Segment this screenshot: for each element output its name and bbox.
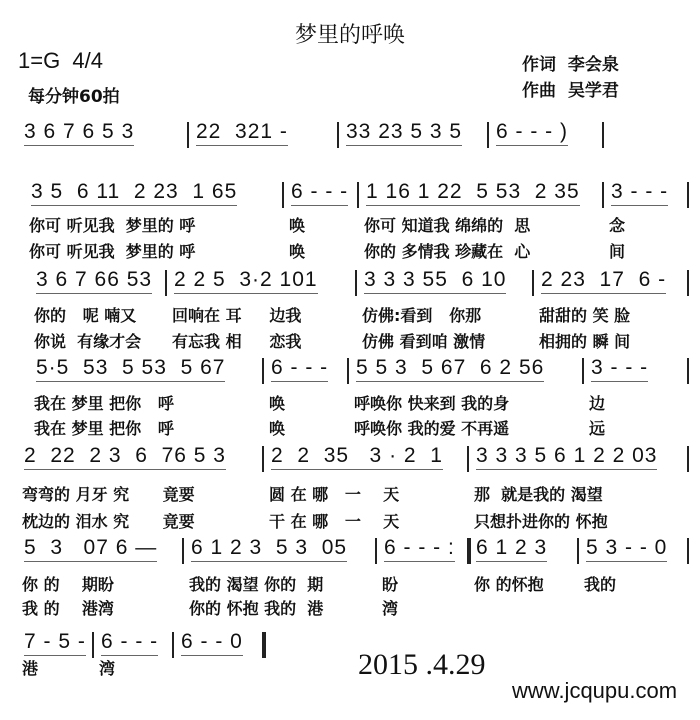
measure-notes: 6 - - - xyxy=(291,180,348,206)
score-system xyxy=(0,180,700,270)
measure-notes: 6 - - - ) xyxy=(496,120,568,146)
measure xyxy=(360,180,605,270)
measure-notes: 22 321 - xyxy=(196,120,288,146)
measure-notes: 3 5 6 11 2 23 1 65 xyxy=(31,180,237,206)
barline xyxy=(487,122,489,148)
measure-notes: 6 - - - : xyxy=(384,536,455,562)
barline xyxy=(582,358,584,384)
tempo-marking: 每分钟60拍 xyxy=(28,87,120,107)
measure xyxy=(30,268,168,358)
barline xyxy=(577,538,579,564)
measure-notes: 2 2 5 3·2 101 xyxy=(174,268,318,294)
score-system xyxy=(0,268,700,358)
measure xyxy=(18,630,95,720)
measure xyxy=(378,536,470,626)
barline xyxy=(357,182,359,208)
measure xyxy=(580,536,690,626)
lyric-verse-1: 盼 xyxy=(382,575,399,594)
lyric-verse-2: 你说 有缘才会 xyxy=(34,332,142,351)
barline xyxy=(187,122,189,148)
barline xyxy=(467,446,469,472)
measure-notes: 6 1 2 3 5 3 05 xyxy=(191,536,347,562)
barline xyxy=(282,182,284,208)
lyric-verse-2: 你的 怀抱 我的 港 xyxy=(189,599,324,618)
measure-notes: 3 6 7 6 5 3 xyxy=(24,120,134,146)
barline xyxy=(182,538,184,564)
measure-notes: 6 - - 0 xyxy=(181,630,243,656)
measure xyxy=(285,180,360,270)
lyric-verse-1: 你 的 期盼 xyxy=(22,575,114,594)
lyric-verse-1: 我的 xyxy=(584,575,617,594)
lyric-verse-2: 你可 听见我 梦里的 呼 xyxy=(29,242,196,261)
watermark: www.jcqupu.com xyxy=(512,678,678,703)
measure-notes: 5·5 53 5 53 5 67 xyxy=(36,356,225,382)
measure-notes: 5 3 - - 0 xyxy=(586,536,667,562)
lyric-verse-1: 你可 知道我 绵绵的 思 xyxy=(364,216,531,235)
measure-notes: 3 - - - xyxy=(591,356,648,382)
date: 2015 .4.29 xyxy=(358,648,486,681)
lyric-verse-1: 边 xyxy=(589,394,606,413)
barline xyxy=(687,270,689,296)
lyric-verse-1: 圆 在 哪 一 天 xyxy=(269,485,400,504)
lyric-verse-1: 港 xyxy=(22,659,39,678)
barline xyxy=(337,122,339,148)
measure xyxy=(25,180,285,270)
lyric-verse-2: 仿佛 看到咱 激情 xyxy=(362,332,486,351)
measure xyxy=(470,536,580,626)
lyric-verse-2: 我在 梦里 把你 呼 xyxy=(34,419,174,438)
measure xyxy=(185,536,378,626)
lyric-verse-1: 回响在 耳 边我 xyxy=(172,306,302,325)
composer-credit: 作曲 吴学君 xyxy=(522,81,619,101)
lyric-verse-2: 只想扑进你的 怀抱 xyxy=(474,512,608,531)
measure xyxy=(350,356,585,446)
score-system xyxy=(0,536,700,626)
measure xyxy=(585,356,690,446)
lyric-verse-2: 间 xyxy=(609,242,626,261)
lyric-verse-2: 枕边的 泪水 究 竟要 xyxy=(22,512,195,531)
lyric-verse-2: 远 xyxy=(589,419,606,438)
barline xyxy=(355,270,357,296)
barline xyxy=(172,632,174,658)
lyric-verse-2: 湾 xyxy=(382,599,399,618)
measure-notes: 3 3 3 55 6 10 xyxy=(364,268,506,294)
barline xyxy=(687,446,689,472)
measure xyxy=(18,444,265,534)
lyric-verse-1: 唤 xyxy=(289,216,306,235)
measure xyxy=(168,268,358,358)
measure-notes: 33 23 5 3 5 xyxy=(346,120,462,146)
lyric-verse-2: 有忘我 相 恋我 xyxy=(172,332,302,351)
barline xyxy=(602,122,604,148)
measure-notes: 6 - - - xyxy=(271,356,328,382)
barline xyxy=(532,270,534,296)
measure xyxy=(358,268,535,358)
score-system xyxy=(0,444,700,534)
lyric-verse-1: 湾 xyxy=(99,659,116,678)
score-system xyxy=(0,356,700,446)
barline xyxy=(165,270,167,296)
final-barline xyxy=(262,632,266,658)
lyric-verse-2: 你的 多情我 珍藏在 心 xyxy=(364,242,531,261)
measure xyxy=(265,444,470,534)
measure-notes: 1 16 1 22 5 53 2 35 xyxy=(366,180,580,206)
barline xyxy=(602,182,604,208)
lyric-verse-1: 甜甜的 笑 脸 xyxy=(539,306,631,325)
measure xyxy=(95,630,175,720)
lyricist-credit: 作词 李会泉 xyxy=(522,55,619,75)
barline xyxy=(687,358,689,384)
measure-notes: 6 - - - xyxy=(101,630,158,656)
lyric-verse-1: 念 xyxy=(609,216,626,235)
measure xyxy=(18,536,185,626)
barline xyxy=(262,446,264,472)
lyric-verse-1: 那 就是我的 渴望 xyxy=(474,485,603,504)
lyric-verse-1: 你可 听见我 梦里的 呼 xyxy=(29,216,196,235)
measure-notes: 3 3 3 5 6 1 2 2 03 xyxy=(476,444,657,470)
measure-notes: 3 6 7 66 53 xyxy=(36,268,152,294)
measure-notes: 5 5 3 5 67 6 2 56 xyxy=(356,356,544,382)
song-title: 梦里的呼唤 xyxy=(294,23,405,48)
key-signature: 1=G 4/4 xyxy=(18,48,104,73)
lyric-verse-1: 弯弯的 月牙 究 竟要 xyxy=(22,485,195,504)
lyric-verse-1: 你的 呢 喃又 xyxy=(34,306,137,325)
measure-notes: 5 3 07 6 — xyxy=(24,536,157,562)
lyric-verse-2: 我 的 港湾 xyxy=(22,599,114,618)
lyric-verse-2: 唤 xyxy=(269,419,286,438)
lyric-verse-1: 唤 xyxy=(269,394,286,413)
barline xyxy=(375,538,377,564)
measure-notes: 2 23 17 6 - xyxy=(541,268,666,294)
lyric-verse-1: 我在 梦里 把你 呼 xyxy=(34,394,174,413)
lyric-verse-2: 相拥的 瞬 间 xyxy=(539,332,631,351)
lyric-verse-2: 呼唤你 我的爱 不再遥 xyxy=(354,419,510,438)
barline xyxy=(92,632,94,658)
score-system xyxy=(0,630,700,720)
measure xyxy=(470,444,690,534)
measure xyxy=(175,630,265,720)
lyric-verse-1: 呼唤你 快来到 我的身 xyxy=(354,394,510,413)
measure-notes: 2 22 2 3 6 76 5 3 xyxy=(24,444,226,470)
measure-notes: 7 - 5 - xyxy=(24,630,86,656)
measure xyxy=(605,180,690,270)
lyric-verse-2: 干 在 哪 一 天 xyxy=(269,512,400,531)
lyric-verse-1: 你 的怀抱 xyxy=(474,575,544,594)
barline xyxy=(687,538,689,564)
measure-notes: 6 1 2 3 xyxy=(476,536,547,562)
lyric-verse-2: 唤 xyxy=(289,242,306,261)
measure-notes: 2 2 35 3 · 2 1 xyxy=(271,444,443,470)
measure xyxy=(265,356,350,446)
barline xyxy=(347,358,349,384)
barline xyxy=(687,182,689,208)
measure-notes: 3 - - - xyxy=(611,180,668,206)
barline xyxy=(262,358,264,384)
measure xyxy=(30,356,265,446)
measure xyxy=(535,268,690,358)
lyric-verse-1: 仿佛:看到 你那 xyxy=(362,306,482,325)
lyric-verse-1: 我的 渴望 你的 期 xyxy=(189,575,324,594)
